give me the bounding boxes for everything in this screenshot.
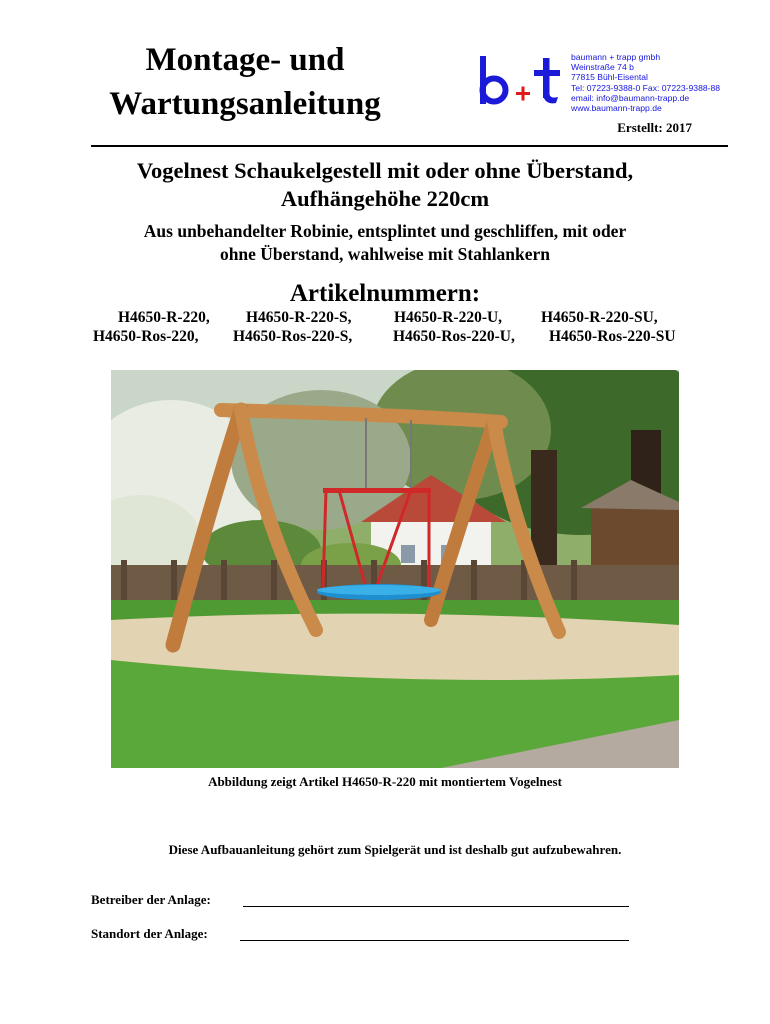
storage-notice: Diese Aufbauanleitung gehört zum Spielgerät und ist deshalb gut aufzubewahren. <box>168 842 622 857</box>
article-number: H4650-Ros-220, <box>93 328 199 345</box>
header-divider <box>91 145 728 147</box>
location-field[interactable] <box>240 940 629 941</box>
operator-label: Betreiber der Anlage: <box>91 892 211 907</box>
article-number: H4650-Ros-220-S, <box>233 328 353 345</box>
article-number: H4650-R-220-S, <box>246 309 352 326</box>
company-address <box>571 52 770 113</box>
product-title-line2: Aufhängehöhe 220cm <box>280 186 490 211</box>
location-label: Standort der Anlage: <box>91 926 208 941</box>
created-date: Erstellt: 2017 <box>617 120 692 135</box>
article-number: H4650-Ros-220-U, <box>393 328 515 345</box>
company-street: Weinstraße 74 b <box>571 62 634 73</box>
product-title <box>60 157 710 213</box>
product-photo <box>111 370 679 768</box>
company-website: www.baumann-trapp.de <box>571 103 662 114</box>
company-name: baumann + trapp gmbh <box>571 52 661 62</box>
product-description <box>60 220 710 266</box>
document-title <box>80 38 410 126</box>
product-desc-line2: ohne Überstand, wahlweise mit Stahlankern <box>219 244 551 264</box>
article-numbers-heading: Artikelnummern: <box>289 280 481 307</box>
document-title-line1: Montage- und <box>145 42 345 78</box>
product-desc-line1: Aus unbehandelter Robinie, entsplintet und geschliffen, mit oder <box>143 221 627 241</box>
product-title-line1: Vogelnest Schaukelgestell mit oder ohne Überstand, <box>136 158 634 183</box>
article-number: H4650-R-220, <box>118 309 210 326</box>
company-phone: Tel: 07223-9388-0 Fax: 07223-9388-88 <box>571 82 721 93</box>
company-email: email: info@baumann-trapp.de <box>571 92 690 103</box>
article-number: H4650-Ros-220-SU <box>549 328 676 345</box>
document-title-line2: Wartungsanleitung <box>109 86 381 122</box>
article-number: H4650-R-220-U, <box>394 309 503 326</box>
company-city: 77815 Bühl-Eisental <box>571 72 648 83</box>
company-logo <box>474 50 574 112</box>
operator-field[interactable] <box>243 906 629 907</box>
photo-caption: Abbildung zeigt Artikel H4650-R-220 mit montiertem Vogelnest <box>208 774 562 789</box>
article-number: H4650-R-220-SU, <box>541 309 658 326</box>
